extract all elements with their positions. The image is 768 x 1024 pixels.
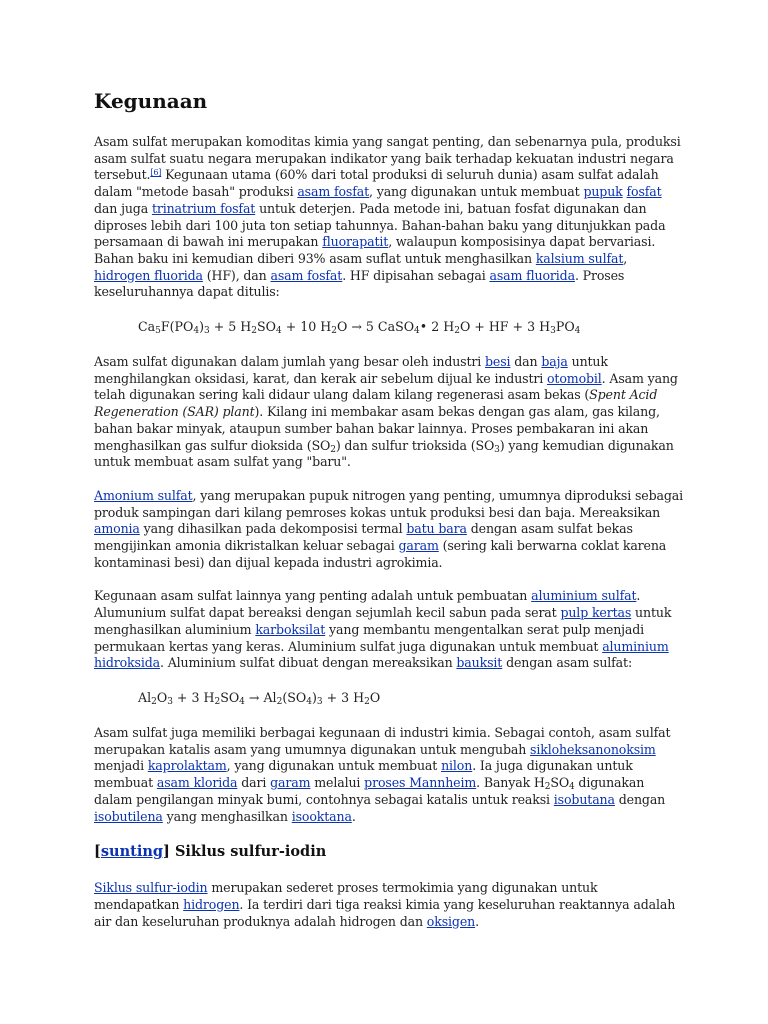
text: ) yang kemudian digunakan untuk membuat asam sulfat yang "baru". [94,437,674,470]
link-aluminium-sulfat[interactable]: aluminium sulfat [531,588,637,604]
section-heading-kegunaan: Kegunaan [94,89,208,113]
text: . HF dipisahan sebagai [342,267,490,283]
link-baja[interactable]: baja [541,354,568,370]
text: yang membantu mengentalkan serat pulp menjadi permukaan kertas yang keras. Aluminium sulfat juga digunakan untuk membuat [94,621,645,654]
link-hidrogen[interactable]: hidrogen [183,896,240,912]
link-asam-fosfat[interactable]: asam fosfat [297,184,370,200]
text: dan juga [94,200,152,216]
link-siklus-sulfur-iodin[interactable]: Siklus sulfur-iodin [94,880,208,896]
text: Kegunaan asam sulfat lainnya yang penting adalah untuk pembuatan [94,588,532,604]
text: untuk menghasilkan aluminium [94,605,672,637]
link-proses-mannheim[interactable]: proses Mannheim [364,775,477,791]
text: dengan asam sulfat bekas mengijinkan amonia dikristalkan keluar sebagai [94,521,633,554]
link-garam[interactable]: garam [398,538,439,554]
link-batu-bara[interactable]: batu bara [406,521,467,537]
paragraph-1 [94,134,684,301]
text: Kegunaan utama (60% dari total produksi di seluruh dunia) asam sulfat adalah dalam "metode basah" produksi [94,167,659,200]
link-asam-fluorida[interactable]: asam fluorida [489,267,575,283]
text: . Banyak H [476,775,545,791]
text: SO [550,775,569,791]
text: dengan asam sulfat: [502,655,633,671]
text: untuk deterjen. Pada metode ini, batuan fosfat digunakan dan diproses lebih dari 100 juta ton setiap tahunnya. Bahan-bahan baku yang ditunjukkan pada persamaan di bawah ini merupakan [94,200,666,250]
citation-link[interactable]: [6] [150,168,162,178]
link-fluorapatit[interactable]: fluorapatit [322,234,389,250]
text: , [623,250,628,266]
link-isobutilena[interactable]: isobutilena [94,808,163,824]
link-trinatrium-fosfat[interactable]: trinatrium fosfat [151,200,256,216]
text: . Proses keseluruhannya dapat ditulis: [94,267,625,300]
link-karboksilat[interactable]: karboksilat [255,621,326,637]
text: menjadi [94,758,148,774]
text: (HF), dan [202,267,271,283]
link-fosfat[interactable]: fosfat [626,184,662,200]
paragraph-2: Asam sulfat digunakan dalam jumlah yang besar oleh industri besi dan baja untuk menghilangkan oksidasi, karat, dan kerak air sebelum dijual ke industri otomobil. Asam yang telah digunakan sering kali didaur ulang dalam kilang regenerasi asam bekas (Spent Acid Regeneration (SAR) plant). Kilang ini membakar asam bekas dengan gas alam, gas kilang, bahan bakar minyak, ataupun sumber bahan bakar lainnya. Proses pembakaran ini akan menghasilkan gas sulfur dioksida $(SO_2)$ dan sulfur trioksida $(SO_3)$ yang kemudian digunakan untuk membuat asam sulfat yang "baru". [94,354,678,470]
text: , yang digunakan untuk membuat [226,758,442,774]
text: Asam sulfat juga memiliki berbagai kegunaan di industri kimia. Sebagai contoh, asam sulfat merupakan katalis asam yang umumnya digunakan untuk mengubah [94,724,671,757]
text: ). Kilang ini membakar asam bekas dengan gas alam, gas kilang, bahan bakar minyak, ataupun sumber bahan bakar lainnya. Proses pembakaran ini akan menghasilkan gas sulfur dioksida (SO [94,404,660,453]
link-oksigen[interactable]: oksigen [426,913,476,929]
text: dari [237,775,271,791]
text: merupakan sederet proses termokimia yang digunakan untuk mendapatkan [94,880,598,912]
text: untuk menghilangkan oksidasi, karat, dan kerak air sebelum dijual ke industri [94,354,608,386]
text: yang dihasilkan pada dekomposisi termal [139,521,407,537]
text: . Aluminium sulfat dibuat dengan mereaksikan [160,655,457,671]
text: yang menghasilkan [162,808,292,824]
text: (sering kali berwarna coklat karena kontaminasi besi) dan dijual kepada industri agrokimia. [94,538,667,570]
text: , yang digunakan untuk membuat [369,184,584,200]
text: Asam sulfat merupakan komoditas kimia yang sangat penting, dan sebenarnya pula, produksi asam sulfat suatu negara merupakan indikator yang baik terhadap kekuatan industri negara tersebut. [94,134,681,183]
text: . Ia terdiri dari tiga reaksi kimia yang keseluruhan reaktannya adalah air dan keseluruhan produknya adalah hidrogen dan [94,896,676,929]
italic-term: Spent Acid Regeneration (SAR) plant [94,387,658,420]
text: , yang merupakan pupuk nitrogen yang penting, umumnya diproduksi sebagai produk sampingan dari kilang pemroses kokas untuk produksi besi dan baja. Mereaksikan [94,487,683,520]
link-bauksit[interactable]: bauksit [456,655,503,671]
text: . Asam yang telah digunakan sering kali didaur ulang dalam kilang regenerasi asam bekas ( [94,370,678,403]
link-isobutana[interactable]: isobutana [553,791,615,807]
link-kaprolaktam[interactable]: kaprolaktam [147,758,227,774]
text: . Ia juga digunakan untuk membuat [94,758,633,791]
link-isooktana[interactable]: isooktana [291,808,352,824]
text: Asam sulfat digunakan dalam jumlah yang besar oleh industri [94,354,486,370]
link-sikloheksanonoksim[interactable]: sikloheksanonoksim [530,741,656,757]
section-title: Siklus sulfur-iodin [169,843,327,861]
link-asam-fosfat-2[interactable]: asam fosfat [270,267,343,283]
text: melalui [310,775,365,791]
link-aluminium-hidroksida[interactable]: aluminium hidroksida [94,638,669,671]
paragraph-5: Asam sulfat juga memiliki berbagai kegunaan di industri kimia. Sebagai contoh, asam sulfat merupakan katalis asam yang umumnya digunakan untuk mengubah sikloheksanonoksim menjadi kaprolaktam, yang digunakan untuk membuat nilon. Ia juga digunakan untuk membuat asam klorida dari garam melalui proses Mannheim. Banyak $H_2SO_4$ digunakan dalam pengilangan minyak bumi, contohnya sebagai katalis untuk reaksi isobutana dengan isobutilena yang menghasilkan isooktana. [94,724,671,824]
link-asam-klorida[interactable]: asam klorida [156,775,238,791]
link-garam-2[interactable]: garam [270,775,311,791]
link-nilon[interactable]: nilon [441,758,473,774]
text: dan [510,354,542,370]
text: digunakan dalam pengilangan minyak bumi, contohnya sebagai katalis untuk reaksi [94,775,645,807]
text: . Alumunium sulfat dapat bereaksi dengan sejumlah kecil sabun pada serat [94,588,641,621]
link-pulp-kertas[interactable]: pulp kertas [560,605,632,621]
text: . [475,913,479,929]
paragraph-3 [94,488,684,572]
link-amonium-sulfat[interactable]: Amonium sulfat [94,487,193,503]
paragraph-6 [94,880,684,930]
link-amonia[interactable]: amonia [94,521,140,537]
text: , walaupun komposisinya dapat bervariasi. Bahan baku ini kemudian diberi 93% asam suflat untuk menghasilkan [94,234,656,266]
chemical-equation-alumina: $Al_2O_3 + 3$ $H_2SO_4 \to Al_2(SO_4)_3 + 3$ $H_2O$ [138,689,381,707]
text: . [351,808,356,824]
paragraph-4 [94,588,684,672]
link-hidrogen-fluorida[interactable]: hidrogen fluorida [94,267,203,283]
edit-section-link[interactable]: sunting [100,843,164,861]
chemical-equation-phosphate: $Ca_5F(PO_4)_3 + 5$ $H_2SO_4 + 10$ $H_2O \to 5$ CaSO$_4$• 2 $H_2O$ + HF + 3 $H_3PO_4$ [138,319,581,337]
link-kalsium-sulfat[interactable]: kalsium sulfat [535,250,624,266]
link-besi[interactable]: besi [485,354,511,370]
text: ) dan sulfur trioksida (SO [335,437,495,453]
text: dengan [614,791,666,807]
article-body [94,88,684,947]
link-otomobil[interactable]: otomobil [547,370,602,386]
link-pupuk[interactable]: pupuk [583,184,623,200]
section-heading-siklus: [sunting] Siklus sulfur-iodin [94,843,327,861]
